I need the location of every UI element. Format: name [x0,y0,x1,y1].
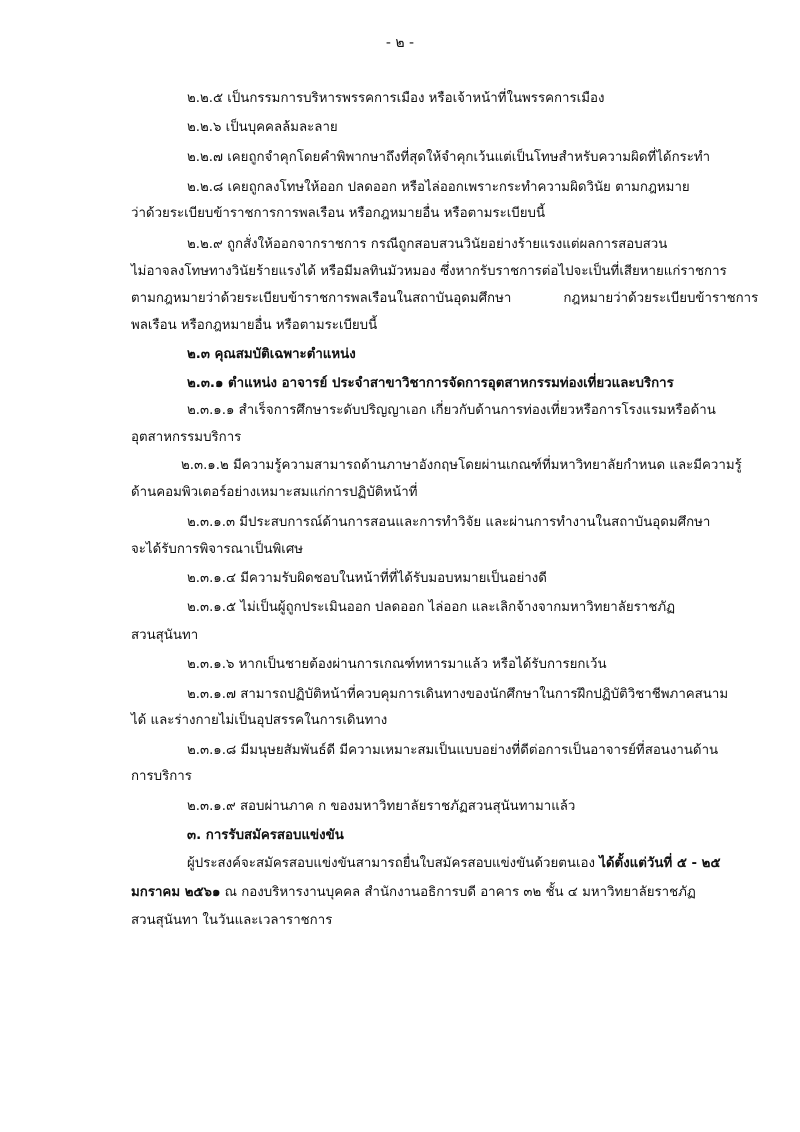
qualification-8-line2: การบริการ [131,769,192,784]
application-paragraph-line3: สวนสุนันทา ในวันและเวลาราชการ [131,913,333,928]
disqualification-2-2-5: ๒.๒.๕ เป็นกรรมการบริหารพรรคการเมือง หรือเจ้าหน้าที่ในพรรคการเมือง [187,91,605,106]
disqualification-2-2-8-line1: ๒.๒.๘ เคยถูกลงโทษให้ออก ปลดออก หรือไล่ออกเพราะกระทำความผิดวินัย ตามกฎหมาย [187,180,690,195]
disqualification-2-2-7: ๒.๒.๗ เคยถูกจำคุกโดยคำพิพากษาถึงที่สุดให้จำคุกเว้นแต่เป็นโทษสำหรับความผิดที่ได้กระทำ [187,150,711,165]
section-2-3-heading: ๒.๓ คุณสมบัติเฉพาะตำแหน่ง [187,347,356,362]
application-paragraph-line2 [131,884,696,902]
qualification-5-line1: ๒.๓.๑.๕ ไม่เป็นผู้ถูกประเมินออก ปลดออก ไล่ออก และเลิกจ้างจากมหาวิทยาลัยราชภัฏ [187,600,676,615]
application-month-year: มกราคม ๒๕๖๑ [131,885,221,900]
qualification-5-line2: สวนสุนันทา [131,628,199,643]
disqualification-2-2-9-line1: ๒.๒.๙ ถูกสั่งให้ออกจากราชการ กรณีถูกสอบสวนวินัยอย่างร้ายแรงแต่ผลการสอบสวน [187,237,668,252]
qualification-8-line1: ๒.๓.๑.๘ มีมนุษยสัมพันธ์ดี มีความเหมาะสมเป็นแบบอย่างที่ดีต่อการเป็นอาจารย์ที่สอนงานด้าน [187,743,719,758]
qualification-3-line2: จะได้รับการพิจารณาเป็นพิเศษ [131,542,304,557]
qualification-7-line2: ได้ และร่างกายไม่เป็นอุปสรรคในการเดินทาง [131,713,388,728]
application-location: ณ กองบริหารงานบุคคล สำนักงานอธิการบดี อาคาร ๓๒ ชั้น ๔ มหาวิทยาลัยราชภัฏ [220,885,696,900]
qualification-6: ๒.๓.๑.๖ หากเป็นชายต้องผ่านการเกณฑ์ทหารมาแล้ว หรือได้รับการยกเว้น [187,657,607,672]
section-3-heading: ๓. การรับสมัครสอบแข่งขัน [187,828,344,843]
qualification-2-line2: ด้านคอมพิวเตอร์อย่างเหมาะสมแก่การปฏิบัติหน้าที่ [131,485,418,500]
disqualification-2-2-8-line2: ว่าด้วยระเบียบข้าราชการการพลเรือน หรือกฎหมายอื่น หรือตามระเบียบนี้ [131,206,546,221]
application-date-range: ได้ตั้งแต่วันที่ ๕ - ๒๕ [599,856,721,871]
disqualification-2-2-9-line2: ไม่อาจลงโทษทางวินัยร้ายแรงได้ หรือมีมลทินมัวหมอง ซึ่งหากรับราชการต่อไปจะเป็นที่เสียหายแก่ราชการ [131,264,727,279]
page-number: - ๒ - [385,35,415,51]
qualification-4: ๒.๓.๑.๔ มีความรับผิดชอบในหน้าที่ที่ได้รับมอบหมายเป็นอย่างดี [187,571,547,586]
line3-part-b: กฎหมายว่าด้วยระเบียบข้าราชการ [563,291,759,306]
line3-part-a: ตามกฎหมายว่าด้วยระเบียบข้าราชการพลเรือนในสถาบันอุดมศึกษา [131,291,512,306]
application-text: ผู้ประสงค์จะสมัครสอบแข่งขันสามารถยื่นใบสมัครสอบแข่งขันด้วยตนเอง [187,856,600,871]
qualification-9: ๒.๓.๑.๙ สอบผ่านภาค ก ของมหาวิทยาลัยราชภัฏสวนสุนันทามาแล้ว [187,799,576,814]
qualification-3-line1: ๒.๓.๑.๓ มีประสบการณ์ด้านการสอนและการทำวิจัย และผ่านการทำงานในสถาบันอุดมศึกษา [187,515,711,530]
disqualification-2-2-9-line3 [131,290,758,308]
qualification-1-line2: อุตสาหกรรมบริการ [131,430,242,445]
qualification-7-line1: ๒.๓.๑.๗ สามารถปฏิบัติหน้าที่ควบคุมการเดินทางของนักศึกษาในการฝึกปฏิบัติวิชาชีพภาคสนาม [187,687,729,702]
disqualification-2-2-9-line4: พลเรือน หรือกฎหมายอื่น หรือตามระเบียบนี้ [131,318,378,333]
application-paragraph-line1 [187,855,721,873]
position-heading: ๒.๓.๑ ตำแหน่ง อาจารย์ ประจำสาขาวิชาการจัดการอุตสาหกรรมท่องเที่ยวและบริการ [187,376,674,391]
disqualification-2-2-6: ๒.๒.๖ เป็นบุคคลล้มละลาย [187,120,338,135]
qualification-2-line1: ๒.๓.๑.๒ มีความรู้ความสามารถด้านภาษาอังกฤษโดยผ่านเกณฑ์ที่มหาวิทยาลัยกำหนด และมีความรู้ [181,458,742,473]
qualification-1-line1: ๒.๓.๑.๑ สำเร็จการศึกษาระดับปริญญาเอก เกี่ยวกับด้านการท่องเที่ยวหรือการโรงแรมหรือด้าน [187,403,716,418]
